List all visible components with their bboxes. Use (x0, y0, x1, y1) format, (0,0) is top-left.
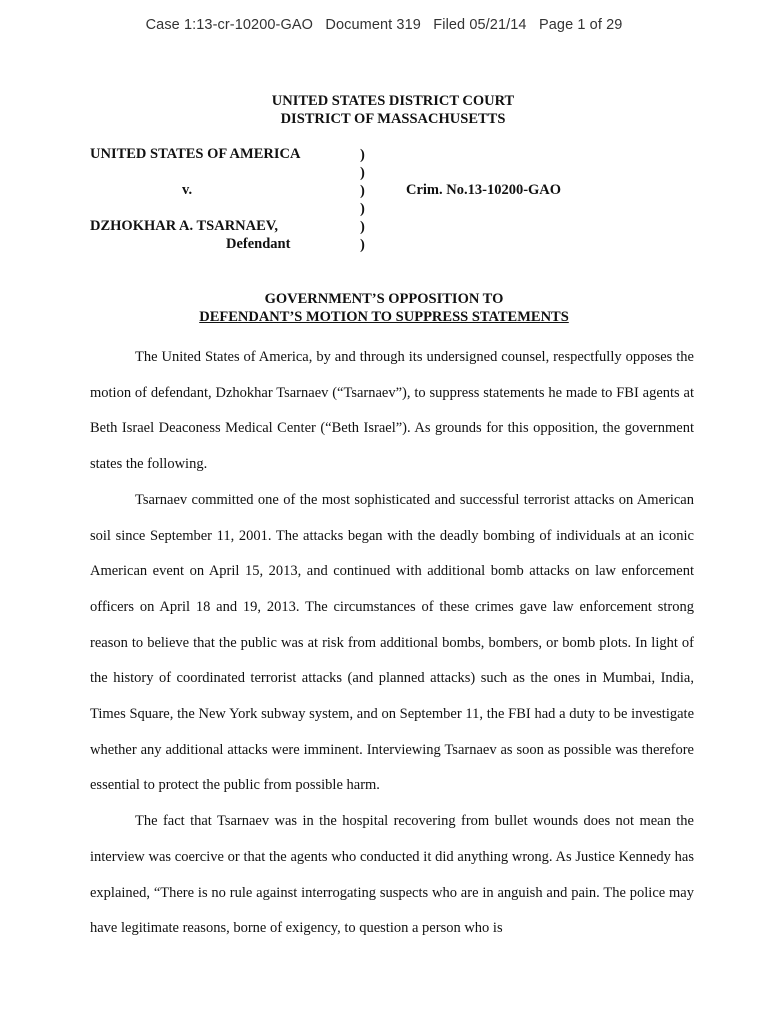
body-paragraph: Tsarnaev committed one of the most sophisticated and successful terrorist attacks on American soil since September 11, 2001. The attacks began with the deadly bombing of individuals at an iconic American event on April 15, 2013, and continued with additional bomb attacks on law enforcement officers on April 18 and 19, 2013. The circumstances of these crimes gave law enforcement strong reason to believe that the public was at risk from additional bombs, bombers, or bomb plots. In light of the history of coordinated terrorist attacks (and planned attacks) such as the ones in Mumbai, India, Times Square, the New York subway system, and on September 11, the FBI had a duty to be investigate whether any additional attacks were imminent. Interviewing Tsarnaev as soon as possible was therefore essential to protect the public from possible harm. (90, 491, 694, 794)
case-header-stamp: Case 1:13-cr-10200-GAO Document 319 Filed 05/21/14 Page 1 of 29 (145, 17, 623, 33)
case-number: Crim. No.13-10200-GAO (406, 182, 562, 198)
caption-paren: ) (360, 147, 365, 163)
title-line-2: DEFENDANT’S MOTION TO SUPPRESS STATEMENTS (199, 309, 569, 325)
caption-paren: ) (360, 219, 365, 235)
versus-label: v. (182, 182, 193, 198)
plaintiff-name: UNITED STATES OF AMERICA (90, 146, 301, 162)
caption-paren: ) (360, 237, 365, 253)
caption-paren: ) (360, 183, 365, 199)
case-caption (90, 146, 690, 256)
defendant-role: Defendant (226, 236, 291, 252)
body-paragraph: The fact that Tsarnaev was in the hospital recovering from bullet wounds does not mean the interview was coercive or that the agents who conducted it did anything wrong. As Justice Kennedy has explained, “There is no rule against interrogating suspects who are in anguish and pain. The police may have legitimate reasons, borne of exigency, to question a person who is (90, 813, 694, 937)
title-line-1: GOVERNMENT’S OPPOSITION TO (264, 291, 504, 307)
caption-paren: ) (360, 201, 365, 217)
document-title (0, 290, 768, 326)
court-name: UNITED STATES DISTRICT COURT (271, 93, 515, 109)
caption-paren: ) (360, 165, 365, 181)
court-heading (0, 92, 768, 128)
document-body (90, 340, 694, 947)
court-district: DISTRICT OF MASSACHUSETTS (280, 111, 506, 127)
body-paragraph: The United States of America, by and through its undersigned counsel, respectfully opposes the motion of defendant, Dzhokhar Tsarnaev (“Tsarnaev”), to suppress statements he made to FBI agents at Beth Israel Deaconess Medical Center (“Beth Israel”). As grounds for this opposition, the government states the following. (90, 349, 694, 473)
defendant-name: DZHOKHAR A. TSARNAEV, (90, 218, 279, 234)
